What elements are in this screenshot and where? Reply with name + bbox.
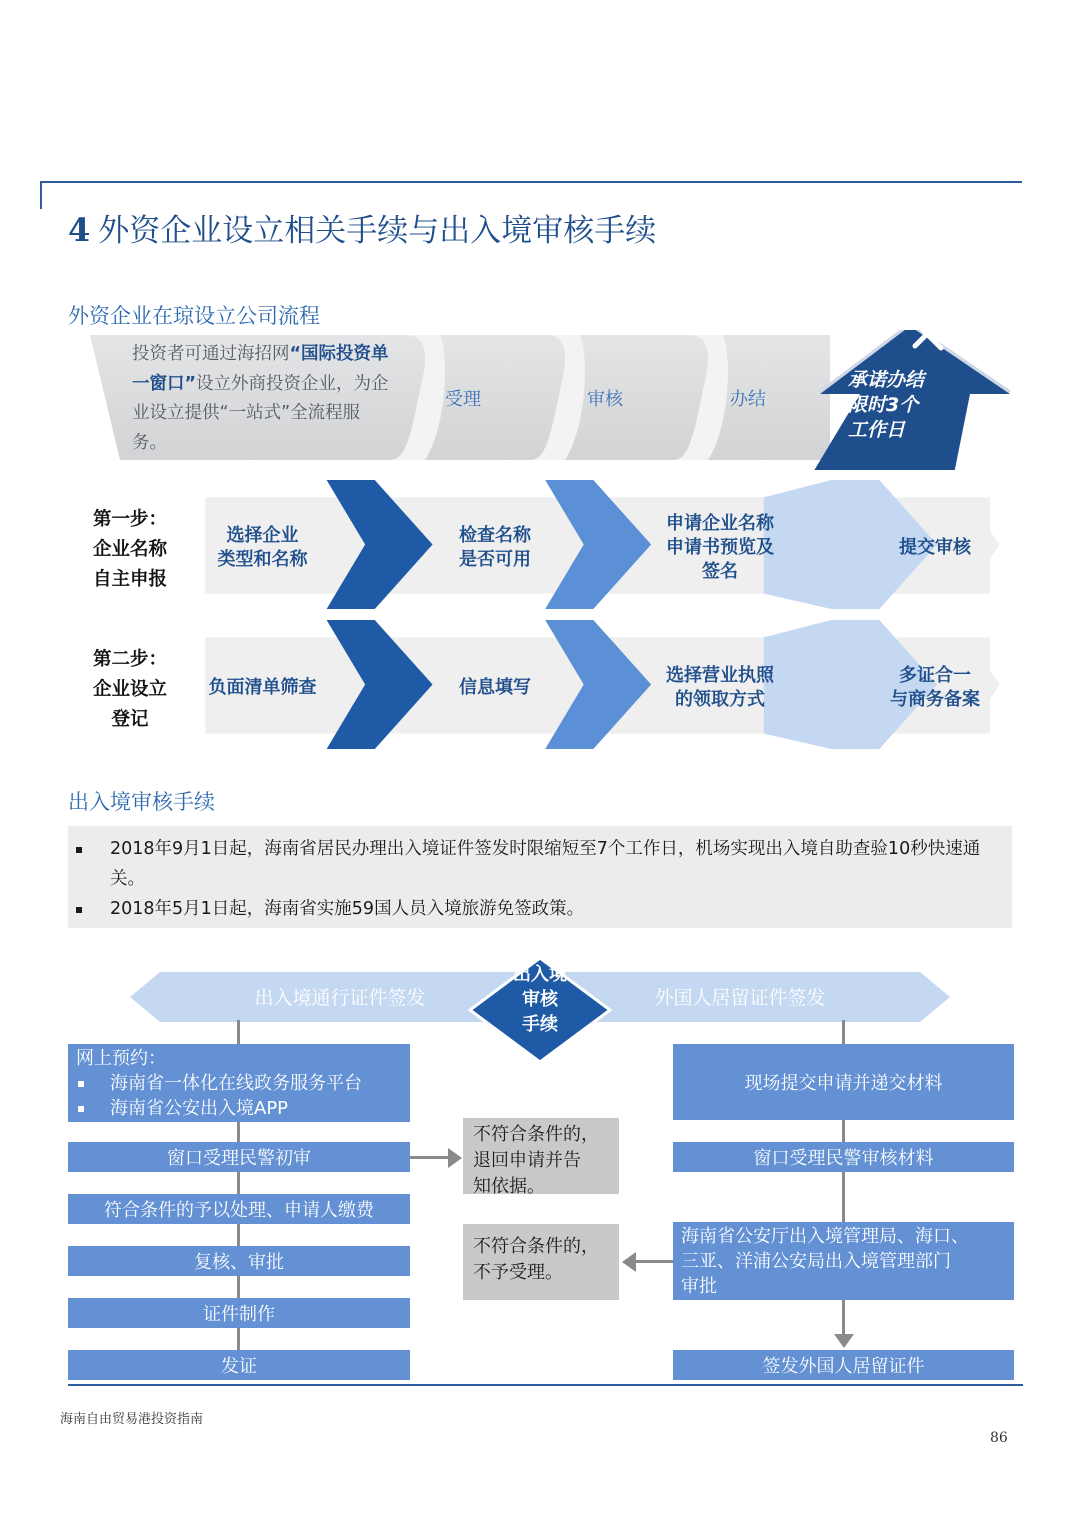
- intro-part-1: 投资者可通过海招网: [132, 344, 290, 364]
- notes-box: [68, 826, 1012, 928]
- tools-icon: [905, 312, 949, 356]
- header-rule-tick: [40, 181, 42, 209]
- footer-title: 海南自由贸易港投资指南: [60, 1412, 204, 1427]
- cell-line: 申请企业名称: [666, 513, 774, 534]
- approve-line: 三亚、洋浦公安局出入境管理部门: [681, 1251, 951, 1272]
- step2-label-line: 企业设立: [92, 679, 167, 700]
- bullet-dot: [76, 907, 82, 913]
- bullet-dot: [76, 847, 82, 853]
- step2-label-line: 登记: [111, 709, 149, 730]
- cell-line: 选择营业执照: [666, 665, 774, 686]
- online-booking-title: 网上预约：: [76, 1048, 166, 1069]
- cell-line: 签名: [702, 561, 738, 582]
- cell-line: 检查名称: [459, 525, 531, 546]
- cell-line: 选择企业: [226, 525, 299, 546]
- cell-line: 的领取方式: [675, 689, 765, 710]
- right-approval-box: [673, 1222, 1014, 1300]
- section-title: [68, 205, 656, 250]
- step1-cell-3: [645, 498, 795, 598]
- right-banner-label: 外国人居留证件签发: [654, 987, 826, 1009]
- step2-label-line: 第二步：: [92, 649, 167, 670]
- step1-label: [80, 505, 180, 595]
- left-step-4: 证件制作: [68, 1298, 410, 1328]
- reject-arrow-line: [410, 1156, 452, 1159]
- step2-cell-4: [870, 638, 1000, 738]
- reject-line: 知依据。: [473, 1176, 545, 1197]
- note-item: [68, 894, 1012, 924]
- promise-line-2: 限时3个: [848, 394, 919, 416]
- approve-line: 审批: [681, 1276, 717, 1297]
- center-diamond-label: [490, 962, 590, 1037]
- step1-label-line: 自主申报: [92, 569, 167, 590]
- center-line: 审核: [522, 989, 558, 1010]
- reject-box-1: [463, 1118, 619, 1197]
- left-step-5: 发证: [68, 1350, 410, 1380]
- online-item-text: 海南省公安出入境APP: [110, 1098, 289, 1119]
- intro-part-2: “国际投资单一窗口”: [132, 344, 389, 394]
- cell-line: 信息填写: [459, 677, 531, 698]
- header-rule: [40, 181, 1022, 183]
- stage-review: 审核: [587, 389, 623, 410]
- step2-label: [80, 645, 180, 735]
- step1-label-line: 企业名称: [92, 539, 167, 560]
- left-step-1: 窗口受理民警初审: [68, 1142, 410, 1172]
- step1-cell-1: [195, 498, 330, 598]
- immigration-heading: 出入境审核手续: [68, 790, 215, 814]
- cell-line: 与商务备案: [890, 689, 980, 710]
- note-text: 2018年9月1日起，海南省居民办理出入境证件签发时限缩短至7个工作日，机场实现出入境自助查验10秒快速通关。: [110, 839, 981, 889]
- reject-box-2: [463, 1224, 619, 1300]
- left-step-2: 符合条件的予以处理、申请人缴费: [68, 1194, 410, 1224]
- section-title-text: 外资企业设立相关手续与出入境审核手续: [98, 213, 657, 249]
- approve-line: 海南省公安厅出入境管理局、海口、: [681, 1226, 969, 1247]
- online-item: [76, 1071, 402, 1096]
- online-booking-box: [68, 1044, 410, 1122]
- promise-line-3: 工作日: [848, 419, 906, 441]
- step1-cell-4: [870, 498, 1000, 598]
- bullet-dot: [78, 1106, 84, 1112]
- setup-heading: 外资企业在琼设立公司流程: [68, 304, 320, 328]
- right-step-1: 现场提交申请并递交材料: [673, 1044, 1014, 1120]
- step2-cell-3: [645, 638, 795, 738]
- promise-text: [848, 368, 958, 443]
- section-number: 4: [68, 211, 91, 249]
- reject-line: 不符合条件的，: [473, 1124, 599, 1145]
- cell-line: 申请书预览及: [666, 537, 774, 558]
- left-banner-label: 出入境通行证件签发: [254, 987, 426, 1009]
- right-final-step: 签发外国人居留证件: [673, 1350, 1014, 1380]
- footer-rule: [68, 1384, 1023, 1386]
- note-text: 2018年5月1日起，海南省实施59国人员入境旅游免签政策。: [110, 899, 585, 919]
- intro-part-3: 设立外商投资企业，为企业设立提供“一站式”全流程服务。: [132, 373, 389, 453]
- online-item-text: 海南省一体化在线政务服务平台: [110, 1073, 362, 1094]
- arrow-down-icon: [834, 1334, 854, 1350]
- left-step-3: 复核、审批: [68, 1246, 410, 1276]
- step2-cell-1: [195, 638, 330, 738]
- page-number: 86: [990, 1430, 1008, 1446]
- center-line: 手续: [522, 1014, 558, 1035]
- reject-line: 退回申请并告: [473, 1150, 581, 1171]
- cell-line: 负面清单筛查: [208, 677, 317, 698]
- cell-line: 是否可用: [459, 549, 531, 570]
- step2-cell-2: [425, 638, 565, 738]
- stage-complete: 办结: [730, 389, 766, 410]
- right-step-2: 窗口受理民警审核材料: [673, 1142, 1014, 1172]
- stage-accept: 受理: [445, 389, 481, 410]
- cell-line: 类型和名称: [217, 549, 308, 570]
- online-item: [76, 1096, 402, 1121]
- step1-label-line: 第一步：: [92, 509, 167, 530]
- note-item: [68, 834, 1012, 894]
- promise-line-1: 承诺办结: [848, 369, 925, 391]
- bullet-dot: [78, 1081, 84, 1087]
- cell-line: 提交审核: [899, 537, 971, 558]
- step1-cell-2: [425, 498, 565, 598]
- reject-line: 不符合条件的，: [473, 1236, 599, 1257]
- center-line: 出入境: [513, 964, 567, 985]
- reject-arrow-line: [634, 1260, 674, 1263]
- cell-line: 多证合一: [899, 665, 971, 686]
- arrow-right-icon: [448, 1148, 464, 1168]
- reject-line: 不予受理。: [473, 1262, 563, 1283]
- setup-intro: [132, 340, 394, 458]
